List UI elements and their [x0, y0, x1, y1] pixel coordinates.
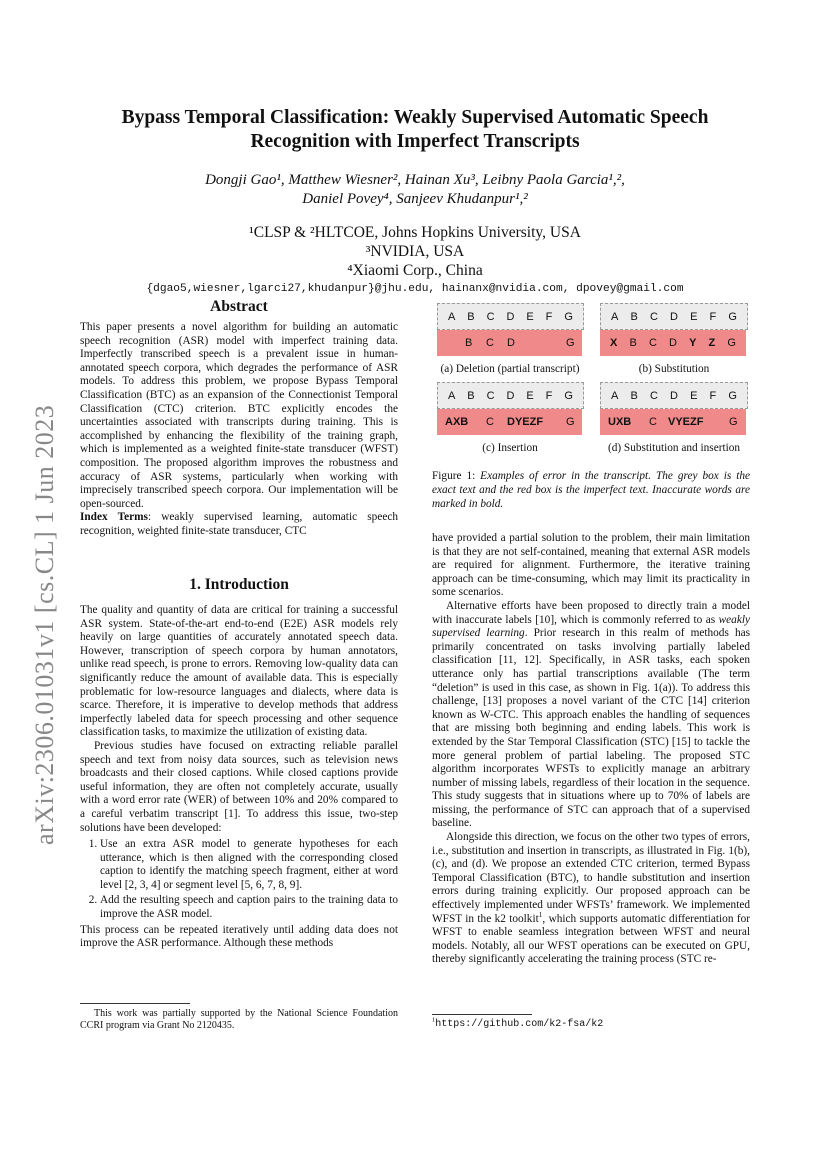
letter: D [670, 389, 678, 402]
panel-b-imperfect-box [600, 330, 746, 356]
letter: D [506, 389, 515, 402]
letter: E [690, 310, 698, 323]
letter: C [486, 389, 495, 402]
text-run: Alternative efforts have been proposed to directly train a model with inaccurate labels [10], which is commonly referred to as [432, 599, 750, 626]
emphasis-text: weakly supervised learning [432, 613, 750, 640]
authors-line-2: Daniel Povey⁴, Sanjeev Khudanpur¹,² [302, 191, 528, 207]
letter: B [630, 310, 638, 323]
letter: X [610, 337, 618, 349]
letter: C [649, 310, 658, 323]
letter: DYEZF [507, 416, 544, 428]
letter: Y [689, 337, 697, 349]
arxiv-id-text: arXiv:2306.01031v1 [cs.CL] 1 Jun 2023 [30, 404, 59, 845]
text-run: Alongside this direction, we focus on the other two types of errors, i.e., substitution and insertion in transcripts, as illustrated in Fig. 1(b), (c), and (d). We propose an extended CTC criterion, termed Bypass Temporal Classification (BTC), to handle substitution and insertion errors during training explicitly. Our proposed approach can be effectively implemented under WFSTs’ framework. We implemented WFST in the k2 toolkit [432, 831, 750, 925]
panel-b-exact-box [600, 303, 748, 330]
intro-paragraph-1: The quality and quantity of data are critical for training a successful ASR system. State-of-the-art end-to-end (E2E) ASR models rely heavily on large quantities of accurately annotated speech data. However, transcription of speech corpora by human annotators, unlike read speech, is prone to errors. Removing low-quality data can significantly reduce the amount of available data. This is especially problematic for low-resource languages and dialects, where data is scarce. Therefore, it is imperative to develop methods that address imperfectly labeled data for speech processing and other sequence classification tasks, to maximize the utilization of existing data. [80, 604, 398, 739]
panel-c-exact-box [437, 382, 584, 409]
panel-a-imperfect-box [437, 330, 582, 356]
letter: C [649, 416, 657, 428]
panel-d-imperfect-letters [600, 409, 746, 435]
letter: G [728, 310, 737, 323]
panel-c-caption: (c) Insertion [482, 442, 538, 454]
list-item: 1. Use an extra ASR model to generate hypotheses for each utterance, which is then aligned with the corresponding closed caption to identify the matching speech fragment, either at word level [2, 3, 4] or segment level [5, 6, 7, 8, 9]. [100, 838, 398, 892]
letter: C [649, 389, 658, 402]
panel-c-imperfect-box [437, 409, 582, 435]
letter: D [507, 337, 515, 349]
two-step-list [80, 838, 398, 922]
letter: G [564, 310, 573, 323]
panel-b-exact-letters [601, 304, 747, 329]
right-footnote [432, 1018, 750, 1031]
letter: A [611, 310, 619, 323]
list-item: 2. Add the resulting speech and caption pairs to the training data to improve the ASR model. [100, 894, 398, 921]
author-list [90, 171, 740, 209]
panel-a-exact-box [437, 303, 584, 330]
letter: AXB [445, 416, 469, 428]
letter: E [526, 389, 534, 402]
right-paragraph-1: have provided a partial solution to the problem, their main limitation is that they are not self-contained, meaning that external ASR models are required for alignment. Furthermore, the iterative training approach can be time-consuming, which may limit its practicality in some scenarios. [432, 532, 750, 599]
figure-1-caption [432, 469, 750, 511]
title-line-2: Recognition with Imperfect Transcripts [250, 131, 580, 152]
abstract-section [80, 300, 398, 314]
paper-title [90, 106, 740, 154]
panel-b-imperfect-letters [600, 330, 746, 356]
letter: A [447, 310, 456, 323]
figure-caption-label: Figure 1: [432, 470, 476, 482]
letter: G [564, 389, 573, 402]
panel-d-caption: (d) Substitution and insertion [607, 442, 741, 454]
right-paragraph-3 [432, 831, 750, 967]
letter: F [545, 389, 553, 402]
affiliation-3: ⁴Xiaomi Corp., China [347, 262, 483, 279]
footnote-number: 1 [432, 1016, 436, 1024]
introduction-heading: 1. Introduction [189, 576, 289, 593]
affiliation-2: ³NVIDIA, USA [365, 243, 465, 260]
letter: D [669, 337, 677, 349]
abstract-body [80, 321, 398, 539]
letter: A [447, 389, 456, 402]
intro-heading-wrap [80, 578, 398, 592]
letter: C [486, 337, 494, 349]
panel-a-imperfect-letters [437, 330, 582, 356]
figure-caption-text: Examples of error in the transcript. The grey box is the exact text and the red box is the imperfect text. Inaccurate words are marked in bold. [432, 470, 750, 510]
index-terms-label: Index Terms [80, 511, 148, 524]
letter: F [709, 310, 717, 323]
letter: G [727, 337, 736, 349]
k2-repo-link[interactable]: https://github.com/k2-fsa/k2 [435, 1019, 604, 1030]
figure-1 [432, 300, 750, 460]
letter: Z [708, 337, 716, 349]
intro-paragraph-3: This process can be repeated iteratively until adding data does not improve the ASR performance. Although these methods [80, 923, 398, 950]
index-terms-text: : weakly supervised learning, automatic speech recognition, weighted finite-state transducer, CTC [80, 511, 399, 537]
letter: UXB [608, 416, 632, 428]
letter: B [465, 337, 473, 349]
letter: G [566, 416, 575, 428]
letter: C [648, 337, 657, 349]
letter: G [729, 416, 738, 428]
letter: D [506, 310, 515, 323]
text-run: . Prior research in this realm of methods has primarily concentrated on tasks involving partially labeled classification [11, 12]. Specifically, in ASR tasks, each spoken utterance only has partial transcriptions available (The term “deletion” is used in this case, as shown in Fig. 1(a)). To address this challenge, [13] proposes a novel variant of the CTC [14] criterion known as W-CTC. This approach enables the handling of sequences that are missing both beginning and ending labels. This work is extended by the Star Temporal Classification (STC) [15] to tackle the more general problem of partial labeling. The proposed STC algorithm incorporates WFSTs to explicitly manage an arbitrary number of missing labels, regardless of their location in the sequence. This study suggests that in situations where up to 70% of labels are missing, the performance of STC can approach that of a supervised baseline. [432, 627, 750, 830]
panel-a-exact-letters [438, 304, 583, 329]
panel-b-caption: (b) Substitution [638, 363, 710, 375]
funding-footnote: This work was partially supported by the National Science Foundation CCRI program via Grant No 2120435. [80, 1008, 398, 1031]
panel-c-exact-letters [438, 383, 583, 408]
letter: G [728, 389, 737, 402]
index-terms [80, 511, 398, 538]
letter: B [629, 337, 637, 349]
letter: B [467, 310, 475, 323]
letter: F [709, 389, 717, 402]
affiliation-1: ¹CLSP & ²HLTCOE, Johns Hopkins University, USA [249, 224, 581, 241]
letter: D [670, 310, 678, 323]
letter: B [630, 389, 638, 402]
right-footnote-rule [432, 1014, 532, 1015]
letter: A [611, 389, 619, 402]
panel-d-exact-box [600, 382, 748, 409]
panel-d-imperfect-box [600, 409, 746, 435]
letter: C [486, 310, 495, 323]
affiliations [90, 223, 740, 280]
letter: VYEZF [668, 416, 704, 428]
authors-line-1: Dongji Gao¹, Matthew Wiesner², Hainan Xu³, Leibny Paola Garcia¹,², [205, 172, 625, 188]
title-line-1: Bypass Temporal Classification: Weakly Supervised Automatic Speech [121, 107, 709, 128]
letter: E [526, 310, 534, 323]
letter: G [566, 337, 575, 349]
panel-d-exact-letters [601, 383, 747, 408]
right-paragraph-2 [432, 600, 750, 831]
abstract-text: This paper presents a novel algorithm for building an automatic speech recognition (ASR) model with imperfect training data. Imperfectly transcribed speech is a prevalent issue in human-annotated speech corpora, which degrades the performance of ASR models. To address this problem, we propose Bypass Temporal Classification (BTC) as an expansion of the Connectionist Temporal Classification (CTC) criterion. BTC explicitly encodes the uncertainties associated with transcripts during training. This is accomplished by enhancing the flexibility of the training graph, which is implemented as a weighted finite-state transducer (WFST) composition. The proposed algorithm improves the robustness and accuracy of ASR systems, particularly when working with imprecisely transcribed speech corpora. Our implementation will be open-sourced. [80, 321, 398, 510]
intro-paragraph-2: Previous studies have focused on extracting reliable parallel speech and text from noisy data sources, such as television news broadcasts and their closed captions. While closed captions provide useful information, they are often not completely accurate, usually with a word error rate (WER) of between 10% and 20% compared to a careful verbatim transcript [1]. To address this issue, two-step solutions have been developed: [80, 739, 398, 834]
intro-body [80, 604, 398, 951]
panel-a-caption: (a) Deletion (partial transcript) [440, 363, 580, 375]
letter: B [467, 389, 475, 402]
panel-c-imperfect-letters [437, 409, 582, 435]
text-run: , which supports automatic differentiation for WFST to enable seamless integration between WFST and neural models. Notably, all our WFST operations can be executed on GPU, thereby significantly accelerating the training process (STC re- [432, 912, 750, 966]
author-emails: {dgao5,wiesner,lgarci27,khudanpur}@jhu.edu, hainanx@nvidia.com, dpovey@gmail.com [146, 283, 684, 295]
letter: C [486, 416, 494, 428]
arxiv-side-label [10, 375, 59, 845]
abstract-heading: Abstract [210, 298, 268, 315]
letter: F [545, 310, 553, 323]
footnote-rule [80, 1003, 190, 1004]
footnote-marker: 1 [538, 909, 543, 919]
right-column-body [432, 532, 750, 967]
letter: E [690, 389, 698, 402]
left-footnote [80, 1008, 398, 1032]
